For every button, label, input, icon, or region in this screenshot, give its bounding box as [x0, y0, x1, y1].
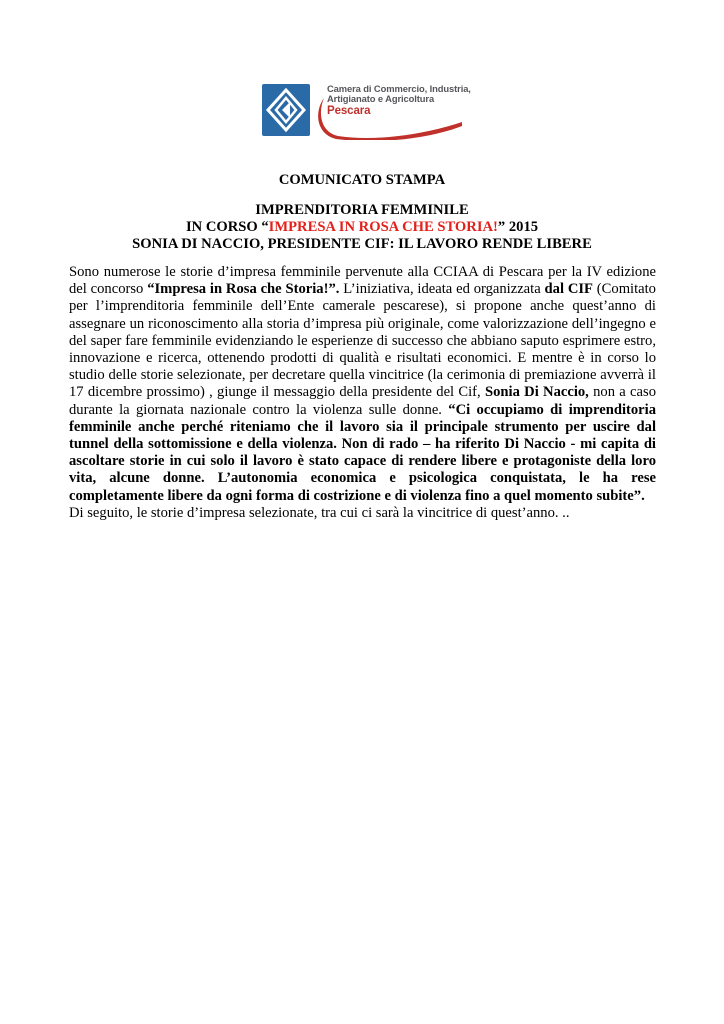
body-line — [69, 384, 656, 401]
headline-line-2-prefix: IN CORSO “ — [185, 219, 269, 235]
body-text-run: durante la giornata nazionale contro la violenza sulle donne. — [69, 401, 449, 418]
contest-name-highlight: IMPRESA IN ROSA CHE STORIA! — [268, 219, 498, 235]
body-line — [69, 402, 656, 419]
body-line — [69, 281, 656, 298]
quote-start-bold: “Ci occupiamo di imprenditoria — [448, 401, 656, 418]
chamber-of-commerce-logo — [262, 83, 471, 140]
body-line: del saper fare femminile evidenziando le esperienze di successo che abbiano saputo esprimere estro, — [69, 332, 656, 349]
body-text-run: 17 dicembre prossimo) , giunge il messaggio della presidente del Cif, — [69, 384, 485, 401]
contest-name-bold: “Impresa in Rosa che Storia!”. — [147, 281, 340, 298]
quote-text: completamente libere da ogni forma di costrizione e di violenza fino a quel momento subite”. — [69, 487, 645, 504]
headline-line-2 — [0, 219, 724, 236]
body-line-quote — [69, 470, 656, 487]
cif-bold: dal CIF — [544, 281, 593, 298]
headline-line-3: SONIA DI NACCIO, PRESIDENTE CIF: IL LAVORO RENDE LIBERE — [132, 236, 592, 252]
logo-line-2: Artigianato e Agricoltura — [327, 93, 435, 105]
quote-text: femminile anche perché riteniamo che il lavoro sia il principale strumento per uscire dal — [69, 418, 656, 435]
quote-text: ascoltare storie in cui solo il lavoro è stato capace di rendere libere e protagoniste della loro — [69, 453, 656, 470]
quote-text: tunnel della sottomissione e della violenza. Non di rado – ha riferito Di Naccio - mi capita di — [69, 436, 656, 453]
body-line: assegnare un riconoscimento alla storia d’impresa più originale, come valorizzazione dell’ingegno e — [69, 315, 656, 332]
headline-line-1: IMPRENDITORIA FEMMINILE — [255, 202, 469, 218]
body-line: Sono numerose le storie d’impresa femminile pervenute alla CCIAA di Pescara per la IV edizione — [69, 264, 656, 280]
press-release-title: COMUNICATO STAMPA — [278, 172, 446, 188]
body-text-run: non a caso — [588, 384, 656, 401]
logo-line-1: Camera di Commercio, Industria, — [327, 83, 471, 94]
body-text-run: L’iniziativa, ideata ed organizzata — [339, 281, 545, 298]
body-text-run: (Comitato — [592, 281, 656, 298]
quote-text: vita, alcune donne. L’autonomia economica e psicologica conquistata, le ha rese — [69, 470, 656, 487]
press-release-body — [69, 264, 656, 522]
logo-city: Pescara — [327, 104, 371, 117]
logo-emblem-icon — [262, 84, 310, 136]
body-line-quote — [69, 436, 656, 453]
body-line-quote — [69, 488, 656, 505]
body-line: studio delle storie selezionate, per decretare quella vincitrice (la cerimonia di premiazione avverrà il — [69, 367, 656, 384]
body-line-quote — [69, 453, 656, 470]
body-line: per l’imprenditoria femminile dell’Ente camerale pescarese), si propone anche quest’anno di — [69, 298, 656, 315]
headline-line-2-suffix: ” 2015 — [497, 219, 539, 235]
body-line-quote — [69, 419, 656, 436]
logo-text — [327, 84, 471, 118]
president-name-bold: Sonia Di Naccio, — [484, 384, 589, 401]
body-line: innovazione e ricerca, ottenendo prodotti di qualità e risultati economici. E mentre è in corso lo — [69, 350, 656, 367]
body-line: Di seguito, le storie d’impresa selezionate, tra cui ci sarà la vincitrice di quest’anno. .. — [69, 504, 570, 521]
body-text-run: del concorso — [69, 281, 148, 298]
